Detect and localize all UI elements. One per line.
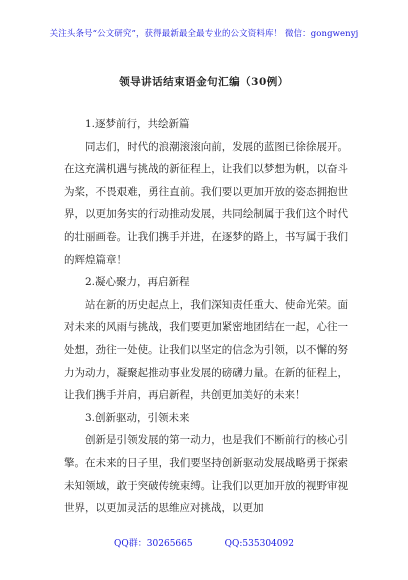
document-body xyxy=(64,113,348,520)
section-1 xyxy=(64,113,348,271)
section-2 xyxy=(64,271,348,407)
document-title: 领导讲话结束语金句汇编（30例） xyxy=(119,76,289,88)
section-paragraph: 同志们，时代的浪潮滚滚向前，发展的蓝图已徐徐展开。在这充满机遇与挑战的新征程上，让我们以梦想为帆，以奋斗为桨，不畏艰难，勇往直前。我们要以更加开放的姿态拥抱世界，以更加务实的行动推动发展，共同绘制属于我们这个时代的壮丽画卷。让我们携手并进，在逐梦的路上，书写属于我们的辉煌篇章！ xyxy=(64,140,348,266)
section-paragraph: 站在新的历史起点上，我们深知责任重大、使命光荣。面对未来的风雨与挑战，我们要更加紧密地团结在一起，心往一处想，劲往一处使。让我们以坚定的信念为引领，以不懈的努力为动力，凝聚起推动事业发展的磅礴力量。在新的征程上，让我们携手并肩，再启新程，共创更加美好的未来！ xyxy=(64,298,348,402)
section-heading: 3.创新驱动，引领未来 xyxy=(85,411,190,424)
section-3 xyxy=(64,407,348,520)
section-paragraph: 创新是引领发展的第一动力，也是我们不断前行的核心引擎。在未来的日子里，我们要坚持创新驱动发展战略勇于探索未知领域，敢于突破传统束缚。让我们以更加开放的视野审视世界，以更加灵活的思维应对挑战，以更加 xyxy=(64,434,348,515)
section-heading: 1.逐梦前行，共绘新篇 xyxy=(85,118,190,130)
qq-group-contact: QQ群：30265665 xyxy=(114,539,193,549)
qq-contact: QQ:535304092 xyxy=(224,539,294,549)
section-heading: 2.凝心聚力，再启新程 xyxy=(85,276,190,289)
top-banner: 关注头条号“公文研究”，获得最新最全最专业的公文资料库！ 微信：gongwenyj xyxy=(49,29,359,39)
page-footer xyxy=(0,536,408,549)
